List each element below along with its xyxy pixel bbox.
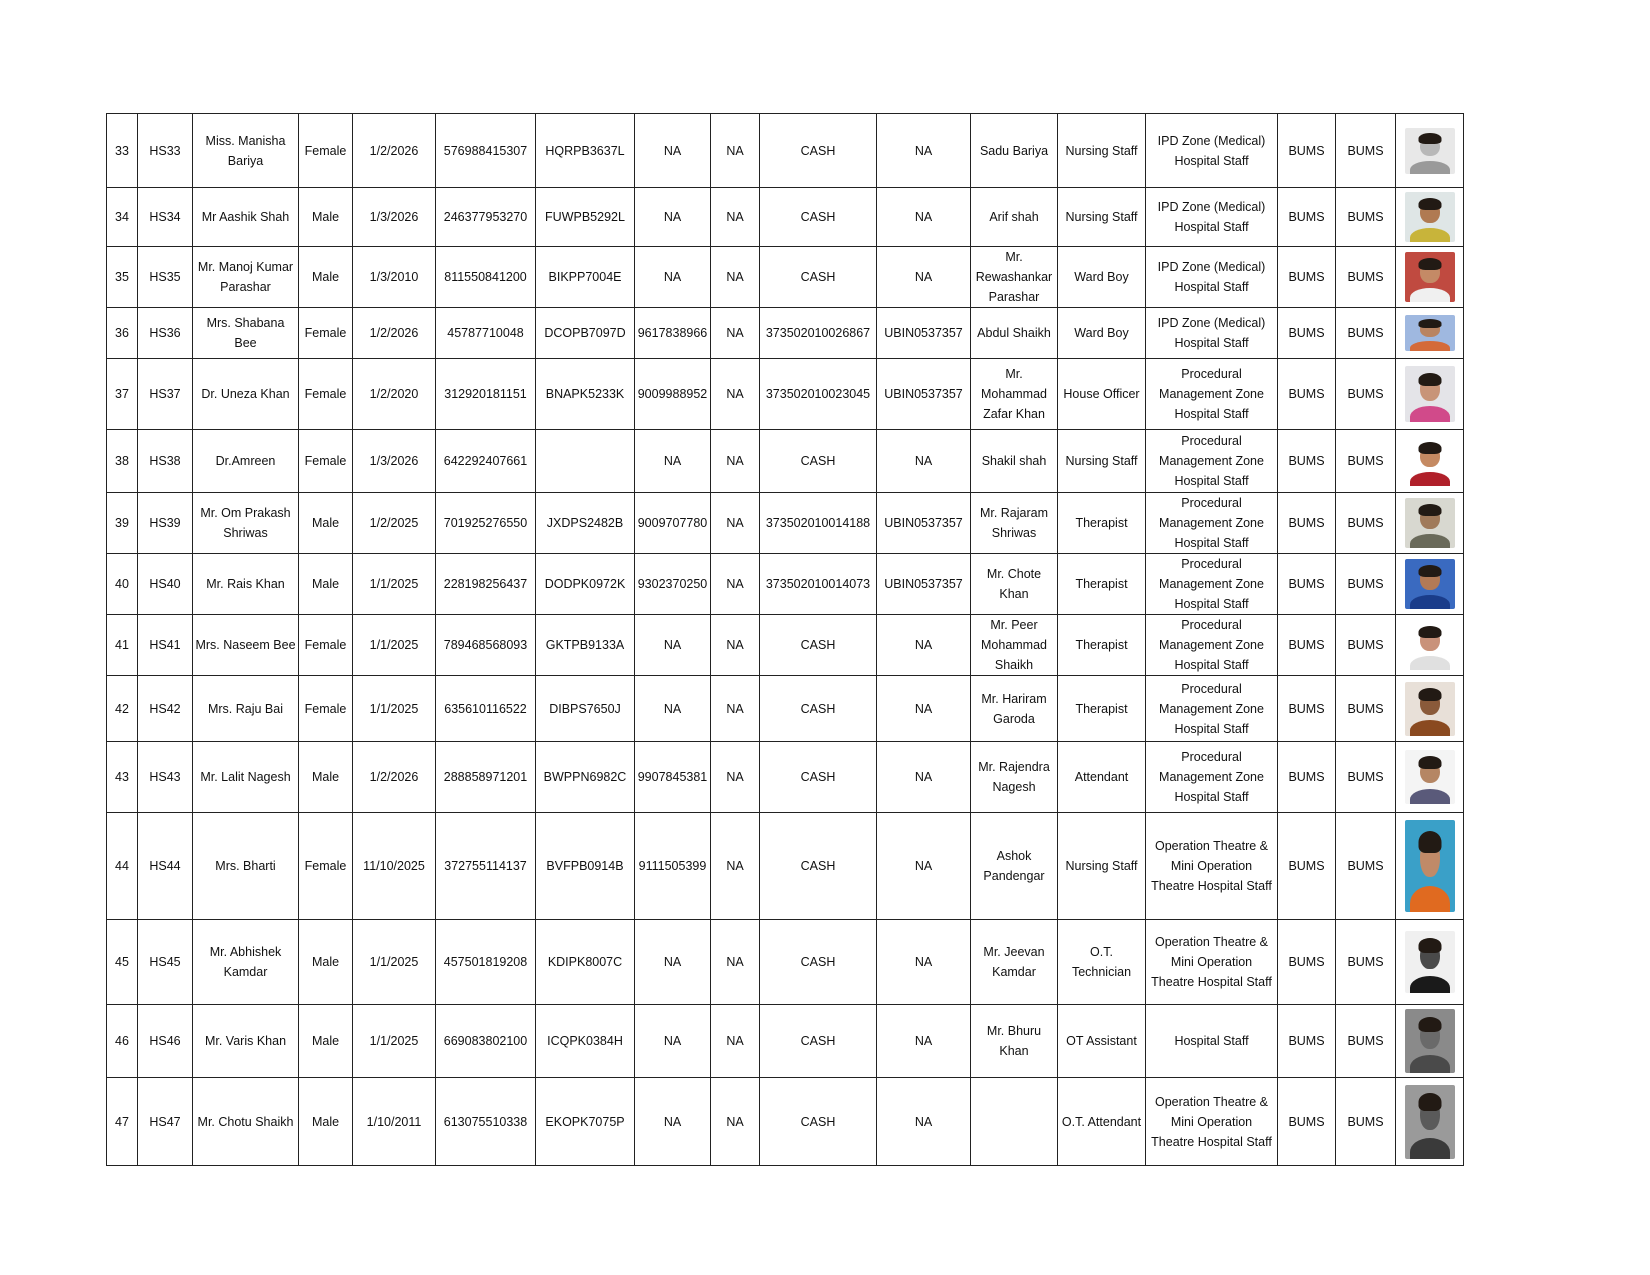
aadhaar-number-cell: 789468568093 bbox=[436, 615, 536, 676]
ifsc-code-cell: NA bbox=[877, 1078, 971, 1166]
pan-number-cell: DIBPS7650J bbox=[536, 676, 635, 742]
photo-cell bbox=[1396, 742, 1464, 813]
bank-account-cell: CASH bbox=[760, 247, 877, 308]
table-row bbox=[107, 1078, 1464, 1166]
serial-no-cell: 34 bbox=[107, 188, 138, 247]
guardian-name-cell: Mr. Rajaram Shriwas bbox=[971, 493, 1058, 554]
gender-cell: Female bbox=[299, 813, 353, 920]
staff-code-cell: HS42 bbox=[138, 676, 193, 742]
staff-code-cell: HS41 bbox=[138, 615, 193, 676]
joining-date-cell: 1/1/2025 bbox=[353, 554, 436, 615]
staff-code-cell: HS37 bbox=[138, 359, 193, 430]
staff-code-cell: HS33 bbox=[138, 114, 193, 188]
qualification-cell: BUMS bbox=[1278, 1005, 1336, 1078]
staff-photo-image bbox=[1405, 820, 1455, 912]
ifsc-code-cell: NA bbox=[877, 188, 971, 247]
table-row bbox=[107, 493, 1464, 554]
aadhaar-number-cell: 576988415307 bbox=[436, 114, 536, 188]
photo-cell bbox=[1396, 114, 1464, 188]
table-row bbox=[107, 554, 1464, 615]
qualification-cell: BUMS bbox=[1278, 247, 1336, 308]
zone-cell: Procedural Management Zone Hospital Staff bbox=[1146, 742, 1278, 813]
ifsc-code-cell: NA bbox=[877, 430, 971, 493]
zone-cell: Procedural Management Zone Hospital Staff bbox=[1146, 430, 1278, 493]
joining-date-cell: 1/1/2025 bbox=[353, 676, 436, 742]
email-cell: NA bbox=[711, 742, 760, 813]
ifsc-code-cell: NA bbox=[877, 114, 971, 188]
table-row bbox=[107, 813, 1464, 920]
qualification-cell: BUMS bbox=[1336, 114, 1396, 188]
staff-name-cell: Mr. Lalit Nagesh bbox=[193, 742, 299, 813]
designation-cell: O.T. Technician bbox=[1058, 920, 1146, 1005]
photo-cell bbox=[1396, 493, 1464, 554]
aadhaar-number-cell: 635610116522 bbox=[436, 676, 536, 742]
aadhaar-number-cell: 457501819208 bbox=[436, 920, 536, 1005]
zone-cell: Operation Theatre & Mini Operation Theatre Hospital Staff bbox=[1146, 813, 1278, 920]
guardian-name-cell: Shakil shah bbox=[971, 430, 1058, 493]
staff-photo-image bbox=[1405, 315, 1455, 351]
email-cell: NA bbox=[711, 308, 760, 359]
table-row bbox=[107, 742, 1464, 813]
joining-date-cell: 1/3/2026 bbox=[353, 188, 436, 247]
qualification-cell: BUMS bbox=[1336, 188, 1396, 247]
staff-code-cell: HS43 bbox=[138, 742, 193, 813]
qualification-cell: BUMS bbox=[1278, 554, 1336, 615]
serial-no-cell: 36 bbox=[107, 308, 138, 359]
email-cell: NA bbox=[711, 114, 760, 188]
guardian-name-cell: Mr. Rajendra Nagesh bbox=[971, 742, 1058, 813]
guardian-name-cell: Mr. Hariram Garoda bbox=[971, 676, 1058, 742]
staff-photo-image bbox=[1405, 1085, 1455, 1159]
ifsc-code-cell: NA bbox=[877, 676, 971, 742]
serial-no-cell: 40 bbox=[107, 554, 138, 615]
photo-cell bbox=[1396, 430, 1464, 493]
serial-no-cell: 42 bbox=[107, 676, 138, 742]
pan-number-cell: EKOPK7075P bbox=[536, 1078, 635, 1166]
email-cell: NA bbox=[711, 676, 760, 742]
guardian-name-cell: Mr. Jeevan Kamdar bbox=[971, 920, 1058, 1005]
staff-photo-image bbox=[1405, 682, 1455, 736]
gender-cell: Male bbox=[299, 188, 353, 247]
gender-cell: Male bbox=[299, 493, 353, 554]
bank-account-cell: CASH bbox=[760, 1078, 877, 1166]
zone-cell: Procedural Management Zone Hospital Staff bbox=[1146, 615, 1278, 676]
zone-cell: Procedural Management Zone Hospital Staff bbox=[1146, 676, 1278, 742]
table-row bbox=[107, 188, 1464, 247]
designation-cell: Therapist bbox=[1058, 554, 1146, 615]
qualification-cell: BUMS bbox=[1336, 920, 1396, 1005]
aadhaar-number-cell: 701925276550 bbox=[436, 493, 536, 554]
table-row bbox=[107, 1005, 1464, 1078]
email-cell: NA bbox=[711, 430, 760, 493]
pan-number-cell: JXDPS2482B bbox=[536, 493, 635, 554]
qualification-cell: BUMS bbox=[1278, 920, 1336, 1005]
staff-code-cell: HS47 bbox=[138, 1078, 193, 1166]
bank-account-cell: CASH bbox=[760, 188, 877, 247]
pan-number-cell: BWPPN6982C bbox=[536, 742, 635, 813]
ifsc-code-cell: UBIN0537357 bbox=[877, 493, 971, 554]
bank-account-cell: CASH bbox=[760, 676, 877, 742]
zone-cell: IPD Zone (Medical) Hospital Staff bbox=[1146, 247, 1278, 308]
staff-photo-image bbox=[1405, 366, 1455, 422]
staff-name-cell: Mrs. Raju Bai bbox=[193, 676, 299, 742]
designation-cell: Attendant bbox=[1058, 742, 1146, 813]
joining-date-cell: 1/1/2025 bbox=[353, 615, 436, 676]
qualification-cell: BUMS bbox=[1278, 676, 1336, 742]
designation-cell: Nursing Staff bbox=[1058, 813, 1146, 920]
qualification-cell: BUMS bbox=[1336, 615, 1396, 676]
mobile-number-cell: NA bbox=[635, 114, 711, 188]
email-cell: NA bbox=[711, 247, 760, 308]
staff-photo-image bbox=[1405, 931, 1455, 993]
zone-cell: Operation Theatre & Mini Operation Theatre Hospital Staff bbox=[1146, 1078, 1278, 1166]
aadhaar-number-cell: 613075510338 bbox=[436, 1078, 536, 1166]
email-cell: NA bbox=[711, 188, 760, 247]
designation-cell: Therapist bbox=[1058, 615, 1146, 676]
qualification-cell: BUMS bbox=[1336, 742, 1396, 813]
guardian-name-cell bbox=[971, 1078, 1058, 1166]
qualification-cell: BUMS bbox=[1278, 615, 1336, 676]
qualification-cell: BUMS bbox=[1278, 742, 1336, 813]
guardian-name-cell: Mr. Mohammad Zafar Khan bbox=[971, 359, 1058, 430]
gender-cell: Female bbox=[299, 676, 353, 742]
qualification-cell: BUMS bbox=[1336, 247, 1396, 308]
joining-date-cell: 1/10/2011 bbox=[353, 1078, 436, 1166]
qualification-cell: BUMS bbox=[1336, 1078, 1396, 1166]
pan-number-cell: BIKPP7004E bbox=[536, 247, 635, 308]
staff-name-cell: Mr Aashik Shah bbox=[193, 188, 299, 247]
qualification-cell: BUMS bbox=[1278, 430, 1336, 493]
email-cell: NA bbox=[711, 359, 760, 430]
ifsc-code-cell: NA bbox=[877, 247, 971, 308]
staff-name-cell: Mr. Varis Khan bbox=[193, 1005, 299, 1078]
staff-code-cell: HS46 bbox=[138, 1005, 193, 1078]
designation-cell: Ward Boy bbox=[1058, 308, 1146, 359]
photo-cell bbox=[1396, 308, 1464, 359]
joining-date-cell: 1/1/2025 bbox=[353, 920, 436, 1005]
serial-no-cell: 47 bbox=[107, 1078, 138, 1166]
staff-code-cell: HS40 bbox=[138, 554, 193, 615]
table-row bbox=[107, 308, 1464, 359]
pan-number-cell: DCOPB7097D bbox=[536, 308, 635, 359]
staff-photo-image bbox=[1405, 1009, 1455, 1073]
staff-photo-image bbox=[1405, 620, 1455, 670]
serial-no-cell: 33 bbox=[107, 114, 138, 188]
serial-no-cell: 39 bbox=[107, 493, 138, 554]
pan-number-cell: FUWPB5292L bbox=[536, 188, 635, 247]
mobile-number-cell: 9111505399 bbox=[635, 813, 711, 920]
staff-name-cell: Mr. Om Prakash Shriwas bbox=[193, 493, 299, 554]
mobile-number-cell: NA bbox=[635, 247, 711, 308]
mobile-number-cell: NA bbox=[635, 676, 711, 742]
table-row bbox=[107, 359, 1464, 430]
aadhaar-number-cell: 312920181151 bbox=[436, 359, 536, 430]
designation-cell: Ward Boy bbox=[1058, 247, 1146, 308]
photo-cell bbox=[1396, 1005, 1464, 1078]
qualification-cell: BUMS bbox=[1278, 493, 1336, 554]
staff-name-cell: Mr. Manoj Kumar Parashar bbox=[193, 247, 299, 308]
gender-cell: Female bbox=[299, 430, 353, 493]
guardian-name-cell: Abdul Shaikh bbox=[971, 308, 1058, 359]
bank-account-cell: 373502010014073 bbox=[760, 554, 877, 615]
joining-date-cell: 1/3/2026 bbox=[353, 430, 436, 493]
table-row bbox=[107, 676, 1464, 742]
joining-date-cell: 11/10/2025 bbox=[353, 813, 436, 920]
pan-number-cell: GKTPB9133A bbox=[536, 615, 635, 676]
qualification-cell: BUMS bbox=[1336, 1005, 1396, 1078]
guardian-name-cell: Ashok Pandengar bbox=[971, 813, 1058, 920]
serial-no-cell: 37 bbox=[107, 359, 138, 430]
email-cell: NA bbox=[711, 615, 760, 676]
zone-cell: IPD Zone (Medical) Hospital Staff bbox=[1146, 188, 1278, 247]
guardian-name-cell: Mr. Chote Khan bbox=[971, 554, 1058, 615]
designation-cell: Therapist bbox=[1058, 493, 1146, 554]
qualification-cell: BUMS bbox=[1278, 114, 1336, 188]
gender-cell: Male bbox=[299, 554, 353, 615]
ifsc-code-cell: NA bbox=[877, 920, 971, 1005]
qualification-cell: BUMS bbox=[1278, 308, 1336, 359]
email-cell: NA bbox=[711, 1005, 760, 1078]
joining-date-cell: 1/1/2025 bbox=[353, 1005, 436, 1078]
ifsc-code-cell: NA bbox=[877, 615, 971, 676]
photo-cell bbox=[1396, 247, 1464, 308]
aadhaar-number-cell: 642292407661 bbox=[436, 430, 536, 493]
pan-number-cell: HQRPB3637L bbox=[536, 114, 635, 188]
staff-photo-image bbox=[1405, 559, 1455, 609]
photo-cell bbox=[1396, 1078, 1464, 1166]
designation-cell: Nursing Staff bbox=[1058, 114, 1146, 188]
staff-photo-image bbox=[1405, 498, 1455, 548]
staff-name-cell: Mr. Chotu Shaikh bbox=[193, 1078, 299, 1166]
gender-cell: Male bbox=[299, 247, 353, 308]
aadhaar-number-cell: 811550841200 bbox=[436, 247, 536, 308]
qualification-cell: BUMS bbox=[1278, 188, 1336, 247]
staff-name-cell: Dr. Uneza Khan bbox=[193, 359, 299, 430]
joining-date-cell: 1/2/2026 bbox=[353, 308, 436, 359]
zone-cell: Procedural Management Zone Hospital Staff bbox=[1146, 493, 1278, 554]
mobile-number-cell: NA bbox=[635, 1005, 711, 1078]
staff-name-cell: Mrs. Naseem Bee bbox=[193, 615, 299, 676]
staff-name-cell: Miss. Manisha Bariya bbox=[193, 114, 299, 188]
staff-code-cell: HS35 bbox=[138, 247, 193, 308]
pan-number-cell bbox=[536, 430, 635, 493]
zone-cell: Operation Theatre & Mini Operation Theatre Hospital Staff bbox=[1146, 920, 1278, 1005]
qualification-cell: BUMS bbox=[1278, 813, 1336, 920]
bank-account-cell: CASH bbox=[760, 615, 877, 676]
qualification-cell: BUMS bbox=[1278, 1078, 1336, 1166]
zone-cell: Procedural Management Zone Hospital Staff bbox=[1146, 359, 1278, 430]
photo-cell bbox=[1396, 615, 1464, 676]
table-row bbox=[107, 114, 1464, 188]
zone-cell: Procedural Management Zone Hospital Staff bbox=[1146, 554, 1278, 615]
mobile-number-cell: 9907845381 bbox=[635, 742, 711, 813]
photo-cell bbox=[1396, 359, 1464, 430]
staff-photo-image bbox=[1405, 436, 1455, 486]
mobile-number-cell: NA bbox=[635, 1078, 711, 1166]
email-cell: NA bbox=[711, 813, 760, 920]
staff-name-cell: Mrs. Bharti bbox=[193, 813, 299, 920]
gender-cell: Female bbox=[299, 615, 353, 676]
joining-date-cell: 1/2/2026 bbox=[353, 742, 436, 813]
staff-name-cell: Mr. Abhishek Kamdar bbox=[193, 920, 299, 1005]
staff-code-cell: HS45 bbox=[138, 920, 193, 1005]
designation-cell: Therapist bbox=[1058, 676, 1146, 742]
staff-register-table bbox=[106, 113, 1464, 1166]
staff-photo-image bbox=[1405, 128, 1455, 174]
qualification-cell: BUMS bbox=[1336, 554, 1396, 615]
zone-cell: Hospital Staff bbox=[1146, 1005, 1278, 1078]
staff-code-cell: HS38 bbox=[138, 430, 193, 493]
photo-cell bbox=[1396, 676, 1464, 742]
table-row bbox=[107, 920, 1464, 1005]
joining-date-cell: 1/2/2026 bbox=[353, 114, 436, 188]
gender-cell: Male bbox=[299, 742, 353, 813]
gender-cell: Male bbox=[299, 1078, 353, 1166]
photo-cell bbox=[1396, 813, 1464, 920]
designation-cell: O.T. Attendant bbox=[1058, 1078, 1146, 1166]
pan-number-cell: DODPK0972K bbox=[536, 554, 635, 615]
mobile-number-cell: NA bbox=[635, 920, 711, 1005]
aadhaar-number-cell: 288858971201 bbox=[436, 742, 536, 813]
mobile-number-cell: NA bbox=[635, 615, 711, 676]
bank-account-cell: CASH bbox=[760, 1005, 877, 1078]
photo-cell bbox=[1396, 920, 1464, 1005]
gender-cell: Female bbox=[299, 114, 353, 188]
mobile-number-cell: 9302370250 bbox=[635, 554, 711, 615]
pan-number-cell: ICQPK0384H bbox=[536, 1005, 635, 1078]
staff-photo-image bbox=[1405, 252, 1455, 302]
joining-date-cell: 1/2/2025 bbox=[353, 493, 436, 554]
bank-account-cell: 373502010023045 bbox=[760, 359, 877, 430]
pan-number-cell: KDIPK8007C bbox=[536, 920, 635, 1005]
gender-cell: Male bbox=[299, 1005, 353, 1078]
qualification-cell: BUMS bbox=[1336, 430, 1396, 493]
staff-code-cell: HS36 bbox=[138, 308, 193, 359]
pan-number-cell: BVFPB0914B bbox=[536, 813, 635, 920]
bank-account-cell: CASH bbox=[760, 430, 877, 493]
staff-name-cell: Mr. Rais Khan bbox=[193, 554, 299, 615]
mobile-number-cell: 9617838966 bbox=[635, 308, 711, 359]
staff-code-cell: HS34 bbox=[138, 188, 193, 247]
ifsc-code-cell: UBIN0537357 bbox=[877, 359, 971, 430]
qualification-cell: BUMS bbox=[1278, 359, 1336, 430]
table-row bbox=[107, 430, 1464, 493]
ifsc-code-cell: NA bbox=[877, 742, 971, 813]
table-row bbox=[107, 247, 1464, 308]
ifsc-code-cell: UBIN0537357 bbox=[877, 554, 971, 615]
serial-no-cell: 41 bbox=[107, 615, 138, 676]
guardian-name-cell: Mr. Peer Mohammad Shaikh bbox=[971, 615, 1058, 676]
mobile-number-cell: 9009707780 bbox=[635, 493, 711, 554]
serial-no-cell: 45 bbox=[107, 920, 138, 1005]
serial-no-cell: 43 bbox=[107, 742, 138, 813]
photo-cell bbox=[1396, 188, 1464, 247]
staff-photo-image bbox=[1405, 192, 1455, 242]
serial-no-cell: 35 bbox=[107, 247, 138, 308]
serial-no-cell: 46 bbox=[107, 1005, 138, 1078]
bank-account-cell: 373502010026867 bbox=[760, 308, 877, 359]
ifsc-code-cell: NA bbox=[877, 1005, 971, 1078]
mobile-number-cell: 9009988952 bbox=[635, 359, 711, 430]
mobile-number-cell: NA bbox=[635, 430, 711, 493]
ifsc-code-cell: NA bbox=[877, 813, 971, 920]
gender-cell: Female bbox=[299, 359, 353, 430]
staff-name-cell: Dr.Amreen bbox=[193, 430, 299, 493]
pan-number-cell: BNAPK5233K bbox=[536, 359, 635, 430]
email-cell: NA bbox=[711, 1078, 760, 1166]
designation-cell: Nursing Staff bbox=[1058, 430, 1146, 493]
serial-no-cell: 38 bbox=[107, 430, 138, 493]
email-cell: NA bbox=[711, 493, 760, 554]
joining-date-cell: 1/2/2020 bbox=[353, 359, 436, 430]
staff-code-cell: HS44 bbox=[138, 813, 193, 920]
staff-name-cell: Mrs. Shabana Bee bbox=[193, 308, 299, 359]
aadhaar-number-cell: 246377953270 bbox=[436, 188, 536, 247]
mobile-number-cell: NA bbox=[635, 188, 711, 247]
aadhaar-number-cell: 228198256437 bbox=[436, 554, 536, 615]
zone-cell: IPD Zone (Medical) Hospital Staff bbox=[1146, 114, 1278, 188]
guardian-name-cell: Arif shah bbox=[971, 188, 1058, 247]
guardian-name-cell: Mr. Rewashankar Parashar bbox=[971, 247, 1058, 308]
staff-photo-image bbox=[1405, 750, 1455, 804]
bank-account-cell: CASH bbox=[760, 920, 877, 1005]
staff-code-cell: HS39 bbox=[138, 493, 193, 554]
serial-no-cell: 44 bbox=[107, 813, 138, 920]
bank-account-cell: CASH bbox=[760, 114, 877, 188]
ifsc-code-cell: UBIN0537357 bbox=[877, 308, 971, 359]
photo-cell bbox=[1396, 554, 1464, 615]
aadhaar-number-cell: 669083802100 bbox=[436, 1005, 536, 1078]
qualification-cell: BUMS bbox=[1336, 493, 1396, 554]
bank-account-cell: CASH bbox=[760, 742, 877, 813]
aadhaar-number-cell: 372755114137 bbox=[436, 813, 536, 920]
guardian-name-cell: Sadu Bariya bbox=[971, 114, 1058, 188]
designation-cell: OT Assistant bbox=[1058, 1005, 1146, 1078]
qualification-cell: BUMS bbox=[1336, 676, 1396, 742]
gender-cell: Male bbox=[299, 920, 353, 1005]
qualification-cell: BUMS bbox=[1336, 813, 1396, 920]
zone-cell: IPD Zone (Medical) Hospital Staff bbox=[1146, 308, 1278, 359]
joining-date-cell: 1/3/2010 bbox=[353, 247, 436, 308]
table-row bbox=[107, 615, 1464, 676]
designation-cell: House Officer bbox=[1058, 359, 1146, 430]
qualification-cell: BUMS bbox=[1336, 308, 1396, 359]
bank-account-cell: CASH bbox=[760, 813, 877, 920]
email-cell: NA bbox=[711, 920, 760, 1005]
designation-cell: Nursing Staff bbox=[1058, 188, 1146, 247]
bank-account-cell: 373502010014188 bbox=[760, 493, 877, 554]
qualification-cell: BUMS bbox=[1336, 359, 1396, 430]
guardian-name-cell: Mr. Bhuru Khan bbox=[971, 1005, 1058, 1078]
aadhaar-number-cell: 45787710048 bbox=[436, 308, 536, 359]
email-cell: NA bbox=[711, 554, 760, 615]
gender-cell: Female bbox=[299, 308, 353, 359]
